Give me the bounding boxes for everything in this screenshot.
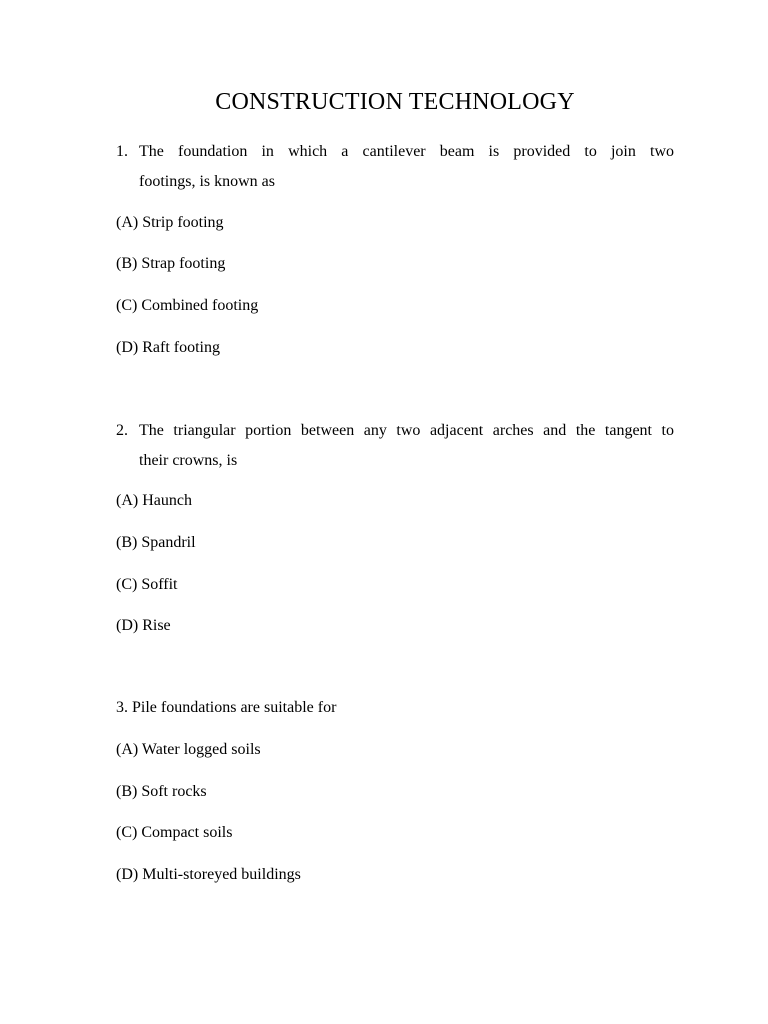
question-3-option-c: (C) Compact soils (116, 824, 233, 841)
question-1-text-line-2: footings, is known as (139, 173, 275, 190)
question-2-text-line-1: The triangular portion between any two adjacent arches and the tangent to (139, 422, 674, 439)
question-2-number: 2. (116, 422, 128, 439)
question-1-text-line-1: The foundation in which a cantilever beam is provided to join two (139, 143, 674, 160)
question-1-option-d: (D) Raft footing (116, 339, 220, 356)
question-1-number: 1. (116, 143, 128, 160)
question-3-option-a: (A) Water logged soils (116, 741, 261, 758)
document-title: CONSTRUCTION TECHNOLOGY (215, 89, 575, 115)
question-3-option-b: (B) Soft rocks (116, 783, 207, 800)
question-2-option-d: (D) Rise (116, 617, 171, 634)
question-3-text: 3. Pile foundations are suitable for (116, 699, 337, 716)
question-2-text-line-2: their crowns, is (139, 452, 238, 469)
question-1-option-a: (A) Strip footing (116, 214, 224, 231)
question-2-option-c: (C) Soffit (116, 576, 178, 593)
question-2-option-b: (B) Spandril (116, 534, 196, 551)
question-2-option-a: (A) Haunch (116, 492, 192, 509)
question-1-option-b: (B) Strap footing (116, 255, 226, 272)
question-3-option-d: (D) Multi-storeyed buildings (116, 866, 301, 883)
question-1-option-c: (C) Combined footing (116, 297, 259, 314)
